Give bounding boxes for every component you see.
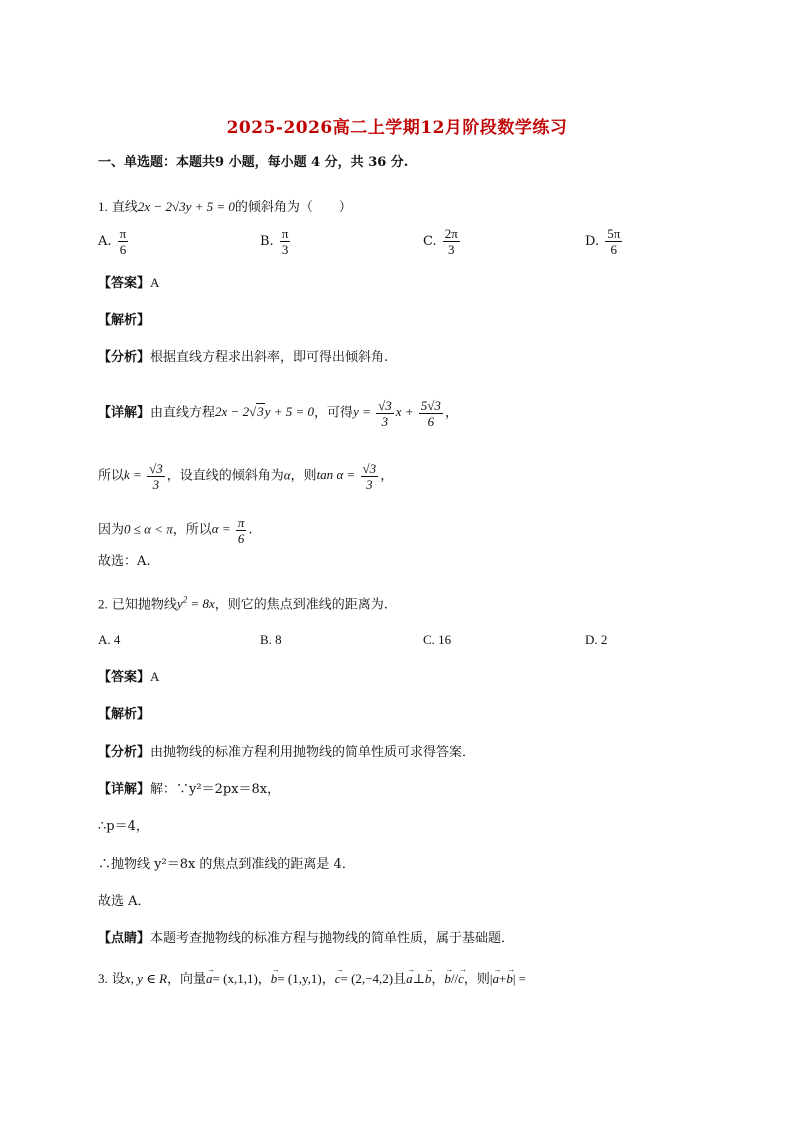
perpendicular-symbol: ⊥ [412, 971, 425, 986]
vector-a-def: = (x,1,1) [212, 971, 258, 986]
option-label: A. [98, 632, 111, 647]
section-heading: 一、单选题：本题共9 小题，每小题 4 分，共 36 分. [98, 155, 409, 170]
vector-c: → c [458, 970, 464, 988]
fenxi-text: 根据直线方程求出斜率，即可得出倾斜角. [150, 350, 389, 365]
question-prefix: 已知抛物线 [111, 597, 177, 613]
analysis-tag: 【解析】 [98, 313, 151, 328]
option-value: 8 [275, 632, 282, 647]
answer-1 [98, 274, 159, 293]
vector-b: → b [271, 970, 278, 988]
fraction-denominator: 3 [281, 242, 289, 257]
option-label: A. [98, 234, 112, 249]
option-a [98, 632, 120, 648]
option-c [423, 632, 451, 648]
detail-2-step3: ∴抛物线 y²＝8x 的焦点到准线的距离是 4． [98, 857, 355, 872]
vector-a: → a [406, 970, 413, 988]
option-label: B. [260, 632, 272, 647]
page-title: 2025-2026高二上学期12月阶段数学练习 [226, 118, 568, 138]
slope-expression: k = $\frac{√3}{3}$ [124, 461, 163, 492]
vector-arrow-icon: → [459, 965, 468, 974]
vector-b: → b [444, 970, 451, 988]
comment-text: 本题考查抛物线的标准方程与抛物线的简单性质，属于基础题． [150, 931, 515, 946]
vector-arrow-icon: → [445, 965, 454, 974]
vector-arrow-icon: → [407, 965, 416, 974]
detail-text: ，可得 [314, 405, 354, 421]
question-number: 1. [98, 199, 108, 214]
vector-a: → a [206, 970, 213, 988]
option-label: C. [423, 632, 435, 647]
question-suffix: 的倾斜角为（ ） [234, 200, 352, 215]
detail-text: 解：∵y²＝2px＝8x， [150, 782, 281, 797]
option-d [585, 226, 624, 257]
detail-tag: 【详解】 [98, 405, 151, 421]
detail-text: 由直线方程 [150, 405, 216, 421]
question-text: ，则 [463, 972, 490, 987]
detail-2-step2: ∴p＝4， [98, 819, 149, 834]
question-1 [98, 198, 352, 217]
option-d [585, 632, 607, 648]
choose-2: 故选 A． [98, 894, 151, 909]
fraction-numerator: π [119, 226, 127, 241]
answer-value: A [150, 275, 160, 290]
option-a [98, 226, 130, 257]
vector-c: → c [335, 970, 341, 988]
question-3: 3. 设x, y ∈ R，向量 → a= (x,1,1)， → b= (1,y,1)， → c= (2,−4,2)且 → a⊥ → b， → b// → c，则| → a+ → b| = [98, 970, 526, 989]
detail-1-line2: 所以k = $\frac{√3}{3}$ ，设直线的倾斜角为α，则tan α = $\frac{√3}{3}$ ， [98, 461, 394, 492]
parabola-equation: $y^2 = 8x$ [176, 595, 215, 612]
alpha-symbol: α [283, 467, 291, 483]
detail-text: ，则 [290, 468, 317, 484]
detail-2 [98, 781, 280, 799]
detail-text: 所以 [98, 468, 125, 484]
fraction-numerator: π [281, 226, 289, 241]
analysis-tag: 【解析】 [98, 707, 151, 722]
fenxi-2 [98, 744, 475, 762]
question-text: 设 [111, 972, 125, 987]
fraction-denominator: 3 [448, 242, 455, 257]
option-value: 4 [113, 632, 121, 647]
option-b [260, 632, 282, 648]
answer-tag: 【答案】 [98, 276, 151, 291]
question-suffix: ，则它的焦点到准线的距离为. [214, 597, 388, 613]
vector-c-def: = (2,−4,2) [340, 971, 394, 986]
variables-domain: x, y ∈ R [124, 971, 168, 986]
vector-arrow-icon: → [425, 965, 434, 974]
option-label: D. [585, 632, 598, 647]
detail-1: 【详解】由直线方程2x − 2√3y + 5 = 0，可得y = $\frac{√3}{3}$ x + $\frac{5√3}{6}$ ， [98, 398, 458, 429]
fenxi-tag: 【分析】 [98, 745, 151, 760]
vector-b-def: = (1,y,1) [277, 971, 322, 986]
vector-b: → b [425, 970, 432, 988]
question-text: 且 [393, 972, 407, 987]
slope-intercept-form: y = $\frac{√3}{3}$ x + $\frac{5√3}{6}$ [353, 398, 441, 429]
detail-text: ，设直线的倾斜角为 [166, 468, 284, 484]
range-expression: 0 ≤ α < π [124, 521, 173, 537]
question-number: 3. [98, 971, 108, 986]
answer-tag: 【答案】 [98, 670, 151, 685]
fraction-denominator: 6 [119, 242, 127, 257]
detail-1-line3: 因为0 ≤ α < π，所以α = $\frac{\pi}{6}$ . [98, 515, 253, 546]
answer-value: A [150, 669, 160, 684]
answer-2 [98, 668, 159, 687]
vector-arrow-icon: → [271, 965, 280, 974]
detail-tag: 【详解】 [98, 782, 151, 797]
fraction-numerator: 2π [444, 226, 458, 241]
detail-text: ，所以 [172, 522, 212, 538]
option-label: D. [585, 234, 600, 249]
line-equation: 2x − 2√3y + 5 = 0 [215, 404, 315, 420]
choose-1: 故选：A. [98, 554, 151, 569]
line-equation: 2x − 2√3y + 5 = 0 [137, 199, 235, 214]
option-value: 2 [600, 632, 608, 647]
vector-arrow-icon: → [207, 965, 216, 974]
fenxi-tag: 【分析】 [98, 350, 151, 365]
fenxi-text: 由抛物线的标准方程利用抛物线的简单性质可求得答案． [150, 745, 476, 760]
option-label: B. [260, 234, 274, 249]
question-prefix: 直线 [111, 200, 138, 215]
option-c [423, 226, 462, 257]
result-expression: α = $\frac{\pi}{6}$ [211, 515, 245, 546]
parallel-symbol: // [450, 971, 459, 986]
comment-2 [98, 930, 514, 948]
magnitude-expression: | → a+ → b| = [489, 965, 527, 986]
fraction-denominator: 6 [610, 242, 618, 257]
comment-tag: 【点睛】 [98, 931, 151, 946]
tan-expression: tan α = $\frac{√3}{3}$ [316, 461, 377, 492]
fenxi-1 [98, 349, 388, 367]
fraction-numerator: 5π [607, 226, 621, 241]
option-label: C. [423, 234, 437, 249]
vector-arrow-icon: → [335, 965, 344, 974]
detail-text: 因为 [98, 522, 125, 538]
question-text: ，向量 [167, 972, 207, 987]
question-2 [98, 591, 388, 614]
option-b [260, 226, 292, 257]
option-value: 16 [438, 632, 452, 647]
question-number: 2. [98, 596, 108, 612]
